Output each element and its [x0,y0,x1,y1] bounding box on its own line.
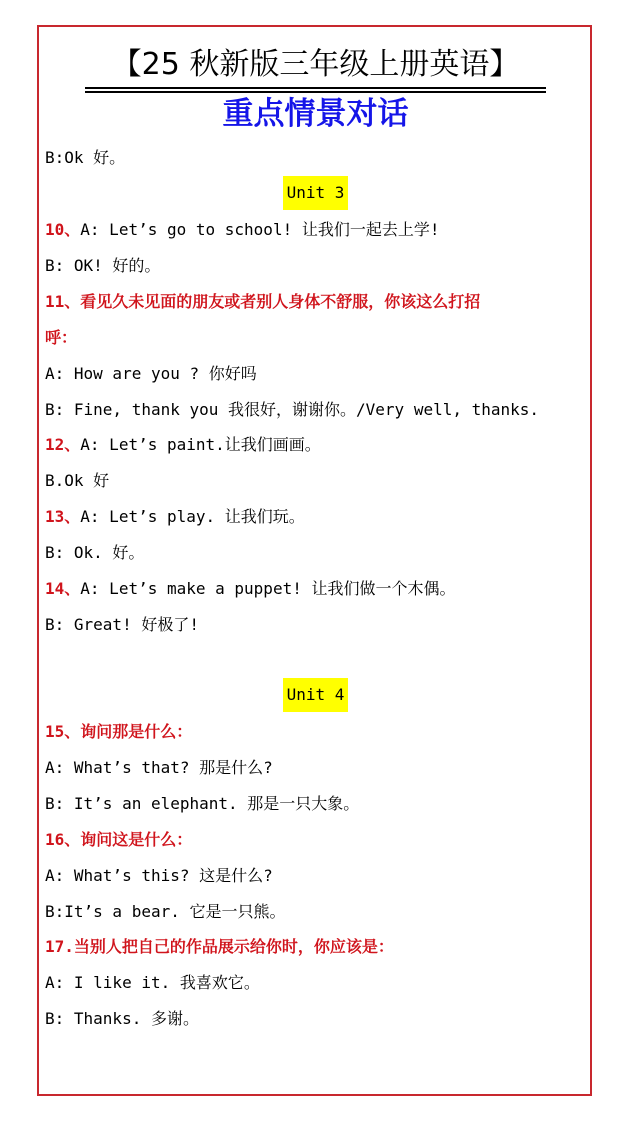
dialogue-line: A: How are you ? 你好吗 [45,364,257,383]
dialogue-line: B: Thanks. 多谢。 [45,1009,199,1028]
dialogue-text: A: Let’s make a puppet! 让我们做一个木偶。 [80,579,456,598]
dialogue-line: A: I like it. 我喜欢它。 [45,973,260,992]
scenario-heading-11-cont: 呼： [45,328,78,347]
dialogue-text: A: Let’s paint.让我们画画。 [80,435,321,454]
scenario-heading-15: 15、询问那是什么： [45,722,193,741]
dialogue-text: A: Let’s play. 让我们玩。 [80,507,305,526]
dialogue-line: A: What’s this? 这是什么? [45,866,273,885]
dialogue-line: A: What’s that? 那是什么? [45,758,273,777]
dialogue-line: B:It’s a bear. 它是一只熊。 [45,902,286,921]
dialogue-text: A: Let’s go to school! 让我们一起去上学! [80,220,440,239]
dialogue-line: B: Fine, thank you 我很好，谢谢你。/Very well, thanks. [45,400,540,419]
scenario-heading-17: 17.当别人把自己的作品展示给你时，你应该是： [45,937,394,956]
dialogue-item-12 [45,431,590,459]
dialogue-line: B.Ok 好 [45,471,110,490]
scenario-heading-11: 11、看见久未见面的朋友或者别人身体不舒服，你该这么打招 [45,292,481,311]
unit-heading [0,678,631,712]
item-number: 12、 [45,435,81,454]
unit-heading [0,176,631,210]
item-number: 10、 [45,220,81,239]
dialogue-line: B: Great! 好极了! [45,615,199,634]
dialogue-item-14 [45,575,590,603]
dialogue-line: B: OK! 好的。 [45,256,161,275]
dialogue-line: B:Ok 好。 [45,148,126,167]
dialogue-line: B: Ok. 好。 [45,543,145,562]
scenario-heading-16: 16、询问这是什么： [45,830,193,849]
page-title: 【25 秋新版三年级上册英语】 [111,47,520,82]
item-number: 13、 [45,507,81,526]
title-underline [85,87,546,89]
unit-4-label: Unit 4 [283,678,349,712]
unit-3-label: Unit 3 [283,176,349,210]
dialogue-item-13 [45,503,590,531]
page-subtitle: 重点情景对话 [222,96,409,132]
dialogue-item-10 [45,216,590,244]
item-number: 14、 [45,579,81,598]
dialogue-line: B: It’s an elephant. 那是一只大象。 [45,794,360,813]
